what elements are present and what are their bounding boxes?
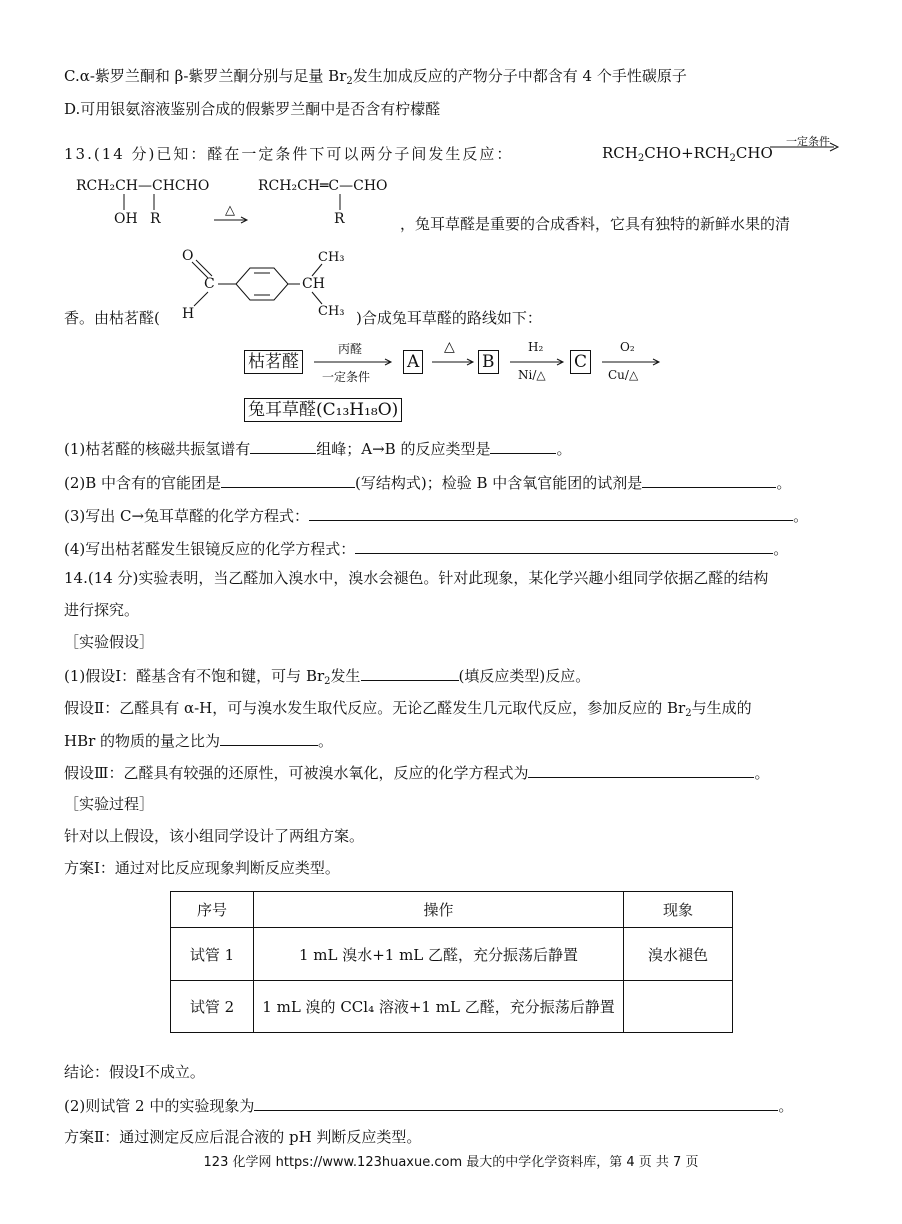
answer-blank[interactable] [490,438,556,454]
cuminal-h: H [182,306,195,322]
q14-hyp2-line1: 假设Ⅱ：乙醛具有 α-H，可与溴水发生取代反应。无论乙醛发生几元取代反应，参加反应的 $Br_2$与生成的 [64,699,752,719]
q14-proc-heading: ［实验过程］ [64,795,155,813]
q14-intro-line2: 进行探究。 [64,601,140,619]
cuminal-o: O [182,248,194,264]
q13-sub2: (2)B 中含有的官能团是 (写结构式)；检验 B 中含氧官能团的试剂是 。 [64,474,792,492]
q14-hyp3: 假设Ⅲ：乙醛具有较强的还原性，可被溴水氧化，反应的化学方程式为 。 [64,764,770,782]
struct2-r: R [334,211,345,227]
route-box-a: A [403,350,423,374]
q14-sub2: (2)则试管 2 中的实验现象为 。 [64,1097,794,1115]
struct1-main: RCH₂CH—CHCHO [76,178,210,194]
route-arrow-4 [602,357,662,367]
q14-plan2: 方案Ⅱ：通过测定反应后混合液的 pH 判断反应类型。 [64,1128,422,1146]
cuminal-ch3-bottom: CH₃ [318,304,345,319]
q14-plan1: 方案Ⅰ：通过对比反应现象判断反应类型。 [64,859,340,877]
cuminal-c: C [204,276,215,292]
answer-blank[interactable] [528,762,754,778]
cuminal-ch: CH [302,276,325,292]
answer-blank[interactable] [250,438,316,454]
q14-proc-intro: 针对以上假设，该小组同学设计了两组方案。 [64,827,365,845]
route-product-box: 兔耳草醛(C₁₃H₁₈O) [244,398,402,422]
route-box-c: C [570,350,591,374]
table-row [171,928,733,981]
table-header: 操作 [254,892,624,928]
route-a1-bottom: 一定条件 [322,370,371,384]
route-a3-bottom: Ni/△ [518,368,546,382]
route-box-b: B [478,350,499,374]
table-cell: 溴水褪色 [624,928,733,981]
heat-symbol: △ [225,203,235,218]
route-start-box: 枯茗醛 [244,350,303,374]
cuminal-ch3-top: CH₃ [318,250,345,265]
q13-intro: 13.(14 分)已知：醛在一定条件下可以两分子间发生反应： [64,145,514,163]
experiment-table [170,891,733,1033]
struct2-bond [330,194,350,212]
table-cell: 1 mL 溴水+1 mL 乙醛，充分振荡后静置 [254,928,624,981]
q13-desc: ，兔耳草醛是重要的合成香料，它具有独特的新鲜水果的清 [400,215,791,233]
table-cell: 试管 1 [171,928,254,981]
answer-blank[interactable] [254,1095,778,1111]
q13-desc-line2-post: )合成兔耳草醛的路线如下： [356,309,542,327]
route-a1-top: 丙醛 [338,342,363,356]
route-a4-bottom: Cu/△ [608,368,639,382]
struct2-main: RCH₂CH═C—CHO [258,178,388,194]
answer-blank[interactable] [220,730,318,746]
q14-conclusion: 结论：假设Ⅰ不成立。 [64,1063,205,1081]
struct1-r: R [150,211,161,227]
q14-intro-line1: 14.(14 分)实验表明，当乙醛加入溴水中，溴水会褪色。针对此现象，某化学兴趣小组同学依据乙醛的结构 [64,569,769,587]
table-header: 序号 [171,892,254,928]
struct1-bonds [110,194,170,212]
table-cell: 试管 2 [171,981,254,1033]
table-row [171,981,733,1033]
q14-hyp2-line2: HBr 的物质的量之比为 。 [64,732,334,750]
route-a3-top: H₂ [528,340,544,354]
q13-sub3: (3)写出 C→兔耳草醛的化学方程式： 。 [64,507,809,525]
q13-sub4: (4)写出枯茗醛发生银镜反应的化学方程式： 。 [64,540,789,558]
table-cell-answer[interactable] [624,981,733,1033]
q12-option-d: D.可用银氨溶液鉴别合成的假紫罗兰酮中是否含有柠檬醛 [64,100,441,118]
answer-blank[interactable] [642,472,776,488]
table-cell: 1 mL 溴的 CCl₄ 溶液+1 mL 乙醛，充分振荡后静置 [254,981,624,1033]
page-footer: 123 化学网 https://www.123huaxue.com 最大的中学化学资料库，第 4 页 共 7 页 [203,1155,699,1170]
route-arrow-1 [314,357,394,367]
heat-arrow [214,215,250,225]
table-header: 现象 [624,892,733,928]
q13-desc-line2-pre: 香。由枯茗醛( [64,309,160,327]
route-arrow-3 [510,357,566,367]
q14-hyp-heading: ［实验假设］ [64,633,155,651]
reaction-arrow [770,140,840,152]
route-arrow-2 [432,357,476,367]
route-a2-top: △ [444,339,455,355]
struct1-oh: OH [114,211,138,227]
answer-blank[interactable] [309,505,793,521]
answer-blank[interactable] [221,472,355,488]
route-a4-top: O₂ [620,340,635,354]
answer-blank[interactable] [355,538,773,554]
q13-sub1: (1)枯茗醛的核磁共振氢谱有 组峰；A→B 的反应类型是 。 [64,440,572,458]
q14-hyp1: (1)假设Ⅰ：醛基含有不饱和键，可与 $Br_2$发生 (填反应类型)反应。 [64,667,591,687]
table-header-row [171,892,733,928]
answer-blank[interactable] [361,665,459,681]
q12-option-c: C.α-紫罗兰酮和 β-紫罗兰酮分别与足量 $Br_2$发生加成反应的产物分子中都含有 4 个手性碳原子 [64,67,687,87]
q13-condition: 一定条件 [786,135,830,148]
q13-reactants: $RCH_2CHO+RCH_2CHO$ [602,144,773,164]
